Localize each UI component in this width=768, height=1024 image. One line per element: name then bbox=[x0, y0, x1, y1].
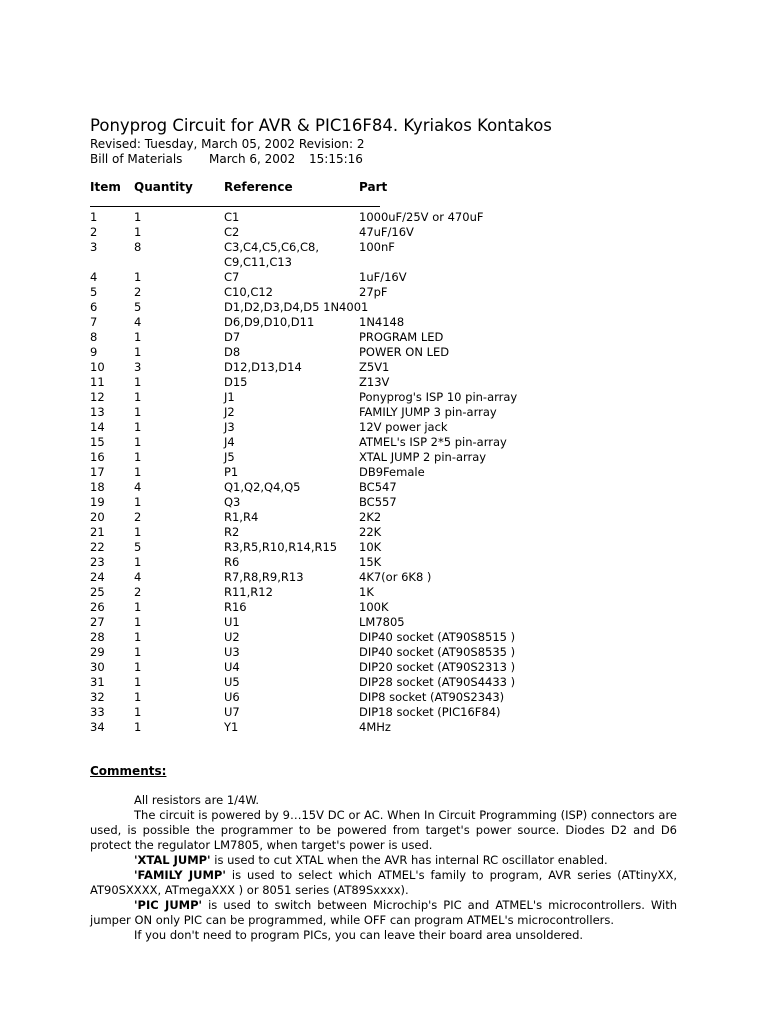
quantity-cell: 1 bbox=[134, 450, 142, 464]
quantity-cell: 1 bbox=[134, 555, 142, 569]
bom-label: Bill of Materials bbox=[90, 152, 183, 166]
reference-cell: D15 bbox=[224, 375, 248, 389]
family-jump-text: is used to select which ATMEL's family to program, AVR series (ATtinyXX, AT90SXXXX, ATmegaXXX ) or 8051 series (AT89Sxxxx). bbox=[90, 868, 677, 897]
part-cell: PROGRAM LED bbox=[359, 330, 444, 344]
reference-cell: U5 bbox=[224, 675, 240, 689]
reference-cell: D7 bbox=[224, 330, 241, 344]
reference-cell: C7 bbox=[224, 270, 240, 284]
reference-cell: C2 bbox=[224, 225, 240, 239]
part-cell: 1000uF/25V or 470uF bbox=[359, 210, 484, 224]
reference-cell: J4 bbox=[224, 435, 235, 449]
reference-cell: R2 bbox=[224, 525, 240, 539]
item-cell: 34 bbox=[90, 720, 105, 734]
comment-resistors: All resistors are 1/4W. bbox=[134, 793, 260, 807]
part-cell: 22K bbox=[359, 525, 382, 539]
reference-cell: D6,D9,D10,D11 bbox=[224, 315, 315, 329]
table-row bbox=[0, 285, 768, 300]
column-header-item: Item bbox=[90, 180, 121, 194]
reference-cell: R16 bbox=[224, 600, 247, 614]
table-row bbox=[0, 660, 768, 675]
table-row bbox=[0, 720, 768, 735]
quantity-cell: 5 bbox=[134, 540, 142, 554]
part-cell: DIP20 socket (AT90S2313 ) bbox=[359, 660, 516, 674]
table-row bbox=[0, 630, 768, 645]
quantity-cell: 1 bbox=[134, 495, 142, 509]
pic-jump-label: 'PIC JUMP' bbox=[134, 898, 203, 912]
table-row bbox=[0, 585, 768, 600]
reference-cell: U6 bbox=[224, 690, 240, 704]
quantity-cell: 2 bbox=[134, 585, 142, 599]
quantity-cell: 1 bbox=[134, 615, 142, 629]
part-cell: DB9Female bbox=[359, 465, 425, 479]
quantity-cell: 1 bbox=[134, 375, 142, 389]
bom-time: 15:15:16 bbox=[309, 152, 363, 166]
reference-cell-continued: C9,C11,C13 bbox=[224, 255, 292, 269]
reference-cell: J1 bbox=[224, 390, 235, 404]
quantity-cell: 4 bbox=[134, 480, 142, 494]
item-cell: 1 bbox=[90, 210, 98, 224]
item-cell: 20 bbox=[90, 510, 105, 524]
xtal-jump-label: 'XTAL JUMP' bbox=[134, 853, 211, 867]
quantity-cell: 1 bbox=[134, 405, 142, 419]
bom-line bbox=[90, 152, 390, 167]
item-cell: 22 bbox=[90, 540, 105, 554]
quantity-cell: 1 bbox=[134, 225, 142, 239]
reference-cell: R11,R12 bbox=[224, 585, 273, 599]
item-cell: 11 bbox=[90, 375, 105, 389]
table-row bbox=[0, 330, 768, 345]
reference-cell: R6 bbox=[224, 555, 240, 569]
reference-cell: Y1 bbox=[224, 720, 239, 734]
part-cell: XTAL JUMP 2 pin-array bbox=[359, 450, 487, 464]
item-cell: 19 bbox=[90, 495, 105, 509]
part-cell: Z5V1 bbox=[359, 360, 390, 374]
item-cell: 33 bbox=[90, 705, 105, 719]
quantity-cell: 1 bbox=[134, 210, 142, 224]
part-cell: DIP18 socket (PIC16F84) bbox=[359, 705, 501, 719]
part-cell: DIP40 socket (AT90S8515 ) bbox=[359, 630, 516, 644]
part-cell: ATMEL's ISP 2*5 pin-array bbox=[359, 435, 507, 449]
item-cell: 29 bbox=[90, 645, 105, 659]
part-cell: 1uF/16V bbox=[359, 270, 407, 284]
item-cell: 13 bbox=[90, 405, 105, 419]
item-cell: 31 bbox=[90, 675, 105, 689]
table-row bbox=[0, 300, 768, 315]
quantity-cell: 1 bbox=[134, 435, 142, 449]
part-cell: 12V power jack bbox=[359, 420, 448, 434]
part-cell: FAMILY JUMP 3 pin-array bbox=[359, 405, 497, 419]
table-row bbox=[0, 240, 768, 270]
reference-cell: R3,R5,R10,R14,R15 bbox=[224, 540, 338, 554]
comments-body bbox=[90, 793, 677, 943]
part-cell: Ponyprog's ISP 10 pin-array bbox=[359, 390, 518, 404]
revision-line: Revised: Tuesday, March 05, 2002 Revision: 2 bbox=[90, 137, 365, 151]
table-row bbox=[0, 450, 768, 465]
quantity-cell: 4 bbox=[134, 570, 142, 584]
item-cell: 30 bbox=[90, 660, 105, 674]
table-row bbox=[0, 645, 768, 660]
part-cell: 27pF bbox=[359, 285, 388, 299]
table-row bbox=[0, 690, 768, 705]
part-cell: DIP28 socket (AT90S4433 ) bbox=[359, 675, 516, 689]
table-row bbox=[0, 600, 768, 615]
quantity-cell: 1 bbox=[134, 690, 142, 704]
comment-xtal-jump bbox=[90, 853, 677, 868]
table-row bbox=[0, 540, 768, 555]
item-cell: 28 bbox=[90, 630, 105, 644]
column-header-quantity: Quantity bbox=[134, 180, 193, 194]
quantity-cell: 1 bbox=[134, 705, 142, 719]
reference-cell: U2 bbox=[224, 630, 240, 644]
part-cell: 10K bbox=[359, 540, 382, 554]
xtal-jump-text: is used to cut XTAL when the AVR has internal RC oscillator enabled. bbox=[210, 853, 608, 867]
quantity-cell: 3 bbox=[134, 360, 142, 374]
quantity-cell: 1 bbox=[134, 390, 142, 404]
item-cell: 4 bbox=[90, 270, 98, 284]
table-row bbox=[0, 390, 768, 405]
part-cell: 1K bbox=[359, 585, 374, 599]
table-row bbox=[0, 360, 768, 375]
part-cell: BC547 bbox=[359, 480, 397, 494]
reference-cell: Q3 bbox=[224, 495, 241, 509]
bom-date: March 6, 2002 bbox=[209, 152, 296, 166]
item-cell: 14 bbox=[90, 420, 105, 434]
reference-cell: C3,C4,C5,C6,C8, bbox=[224, 240, 320, 254]
reference-cell: U3 bbox=[224, 645, 240, 659]
table-row bbox=[0, 420, 768, 435]
reference-cell: U1 bbox=[224, 615, 240, 629]
table-row bbox=[0, 675, 768, 690]
table-row bbox=[0, 435, 768, 450]
table-row bbox=[0, 210, 768, 225]
table-row bbox=[0, 375, 768, 390]
item-cell: 12 bbox=[90, 390, 105, 404]
reference-cell: J2 bbox=[224, 405, 235, 419]
part-cell: Z13V bbox=[359, 375, 390, 389]
part-cell: DIP40 socket (AT90S8535 ) bbox=[359, 645, 516, 659]
table-row bbox=[0, 225, 768, 240]
quantity-cell: 2 bbox=[134, 285, 142, 299]
reference-cell: Q1,Q2,Q4,Q5 bbox=[224, 480, 301, 494]
quantity-cell: 5 bbox=[134, 300, 142, 314]
item-cell: 10 bbox=[90, 360, 105, 374]
part-cell: 100K bbox=[359, 600, 389, 614]
table-row bbox=[0, 510, 768, 525]
part-cell: 100nF bbox=[359, 240, 395, 254]
table-row bbox=[0, 525, 768, 540]
item-cell: 7 bbox=[90, 315, 98, 329]
part-cell: POWER ON LED bbox=[359, 345, 450, 359]
item-cell: 17 bbox=[90, 465, 105, 479]
item-cell: 25 bbox=[90, 585, 105, 599]
pic-jump-text: is used to switch between Microchip's PIC and ATMEL's microcontrollers. With jumper ON only PIC can be programmed, while OFF can program ATMEL's microcontrollers. bbox=[90, 898, 677, 927]
reference-cell: U7 bbox=[224, 705, 240, 719]
table-row bbox=[0, 555, 768, 570]
table-row bbox=[0, 615, 768, 630]
comments-heading: Comments: bbox=[90, 764, 167, 778]
family-jump-label: 'FAMILY JUMP' bbox=[134, 868, 226, 882]
quantity-cell: 1 bbox=[134, 630, 142, 644]
quantity-cell: 1 bbox=[134, 330, 142, 344]
quantity-cell: 8 bbox=[134, 240, 142, 254]
column-header-reference: Reference bbox=[224, 180, 293, 194]
item-cell: 24 bbox=[90, 570, 105, 584]
reference-cell: C10,C12 bbox=[224, 285, 273, 299]
item-cell: 5 bbox=[90, 285, 98, 299]
reference-cell: D1,D2,D3,D4,D5 1N4001 bbox=[224, 300, 369, 314]
table-row bbox=[0, 405, 768, 420]
quantity-cell: 1 bbox=[134, 420, 142, 434]
item-cell: 32 bbox=[90, 690, 105, 704]
bom-table-body bbox=[0, 210, 768, 735]
reference-cell: D12,D13,D14 bbox=[224, 360, 302, 374]
quantity-cell: 1 bbox=[134, 270, 142, 284]
comment-pic-jump bbox=[90, 898, 677, 928]
part-cell: 2K2 bbox=[359, 510, 382, 524]
part-cell: 15K bbox=[359, 555, 382, 569]
part-cell: DIP8 socket (AT90S2343) bbox=[359, 690, 505, 704]
part-cell: 4K7(or 6K8 ) bbox=[359, 570, 432, 584]
quantity-cell: 1 bbox=[134, 660, 142, 674]
column-header-part: Part bbox=[359, 180, 388, 194]
comment-power: The circuit is powered by 9…15V DC or AC. When In Circuit Programming (ISP) connectors are used, is possible the programmer to be powered from target's power source. Diodes D2 and D6 protect the regulator LM7805, when target's power is used. bbox=[90, 808, 677, 852]
reference-cell: C1 bbox=[224, 210, 240, 224]
table-row bbox=[0, 705, 768, 720]
header-rule bbox=[90, 206, 380, 207]
item-cell: 15 bbox=[90, 435, 105, 449]
reference-cell: J5 bbox=[224, 450, 235, 464]
table-row bbox=[0, 270, 768, 285]
item-cell: 6 bbox=[90, 300, 98, 314]
quantity-cell: 1 bbox=[134, 645, 142, 659]
item-cell: 2 bbox=[90, 225, 98, 239]
quantity-cell: 1 bbox=[134, 465, 142, 479]
quantity-cell: 2 bbox=[134, 510, 142, 524]
table-row bbox=[0, 315, 768, 330]
table-row bbox=[0, 465, 768, 480]
reference-cell: R7,R8,R9,R13 bbox=[224, 570, 304, 584]
reference-cell: R1,R4 bbox=[224, 510, 259, 524]
item-cell: 21 bbox=[90, 525, 105, 539]
document-title: Ponyprog Circuit for AVR & PIC16F84. Kyriakos Kontakos bbox=[90, 116, 552, 135]
reference-cell: D8 bbox=[224, 345, 241, 359]
item-cell: 8 bbox=[90, 330, 98, 344]
item-cell: 3 bbox=[90, 240, 98, 254]
table-row bbox=[0, 480, 768, 495]
item-cell: 16 bbox=[90, 450, 105, 464]
table-row bbox=[0, 345, 768, 360]
table-row bbox=[0, 570, 768, 585]
part-cell: 1N4148 bbox=[359, 315, 405, 329]
quantity-cell: 1 bbox=[134, 675, 142, 689]
quantity-cell: 1 bbox=[134, 345, 142, 359]
part-cell: 47uF/16V bbox=[359, 225, 414, 239]
item-cell: 9 bbox=[90, 345, 98, 359]
quantity-cell: 1 bbox=[134, 600, 142, 614]
part-cell: LM7805 bbox=[359, 615, 405, 629]
part-cell: BC557 bbox=[359, 495, 397, 509]
item-cell: 27 bbox=[90, 615, 105, 629]
reference-cell: P1 bbox=[224, 465, 239, 479]
quantity-cell: 4 bbox=[134, 315, 142, 329]
reference-cell: J3 bbox=[224, 420, 235, 434]
item-cell: 23 bbox=[90, 555, 105, 569]
quantity-cell: 1 bbox=[134, 720, 142, 734]
part-cell: 4MHz bbox=[359, 720, 391, 734]
item-cell: 26 bbox=[90, 600, 105, 614]
reference-cell: U4 bbox=[224, 660, 240, 674]
quantity-cell: 1 bbox=[134, 525, 142, 539]
table-row bbox=[0, 495, 768, 510]
comment-family-jump bbox=[90, 868, 677, 898]
item-cell: 18 bbox=[90, 480, 105, 494]
comment-unsoldered: If you don't need to program PICs, you can leave their board area unsoldered. bbox=[134, 928, 584, 942]
